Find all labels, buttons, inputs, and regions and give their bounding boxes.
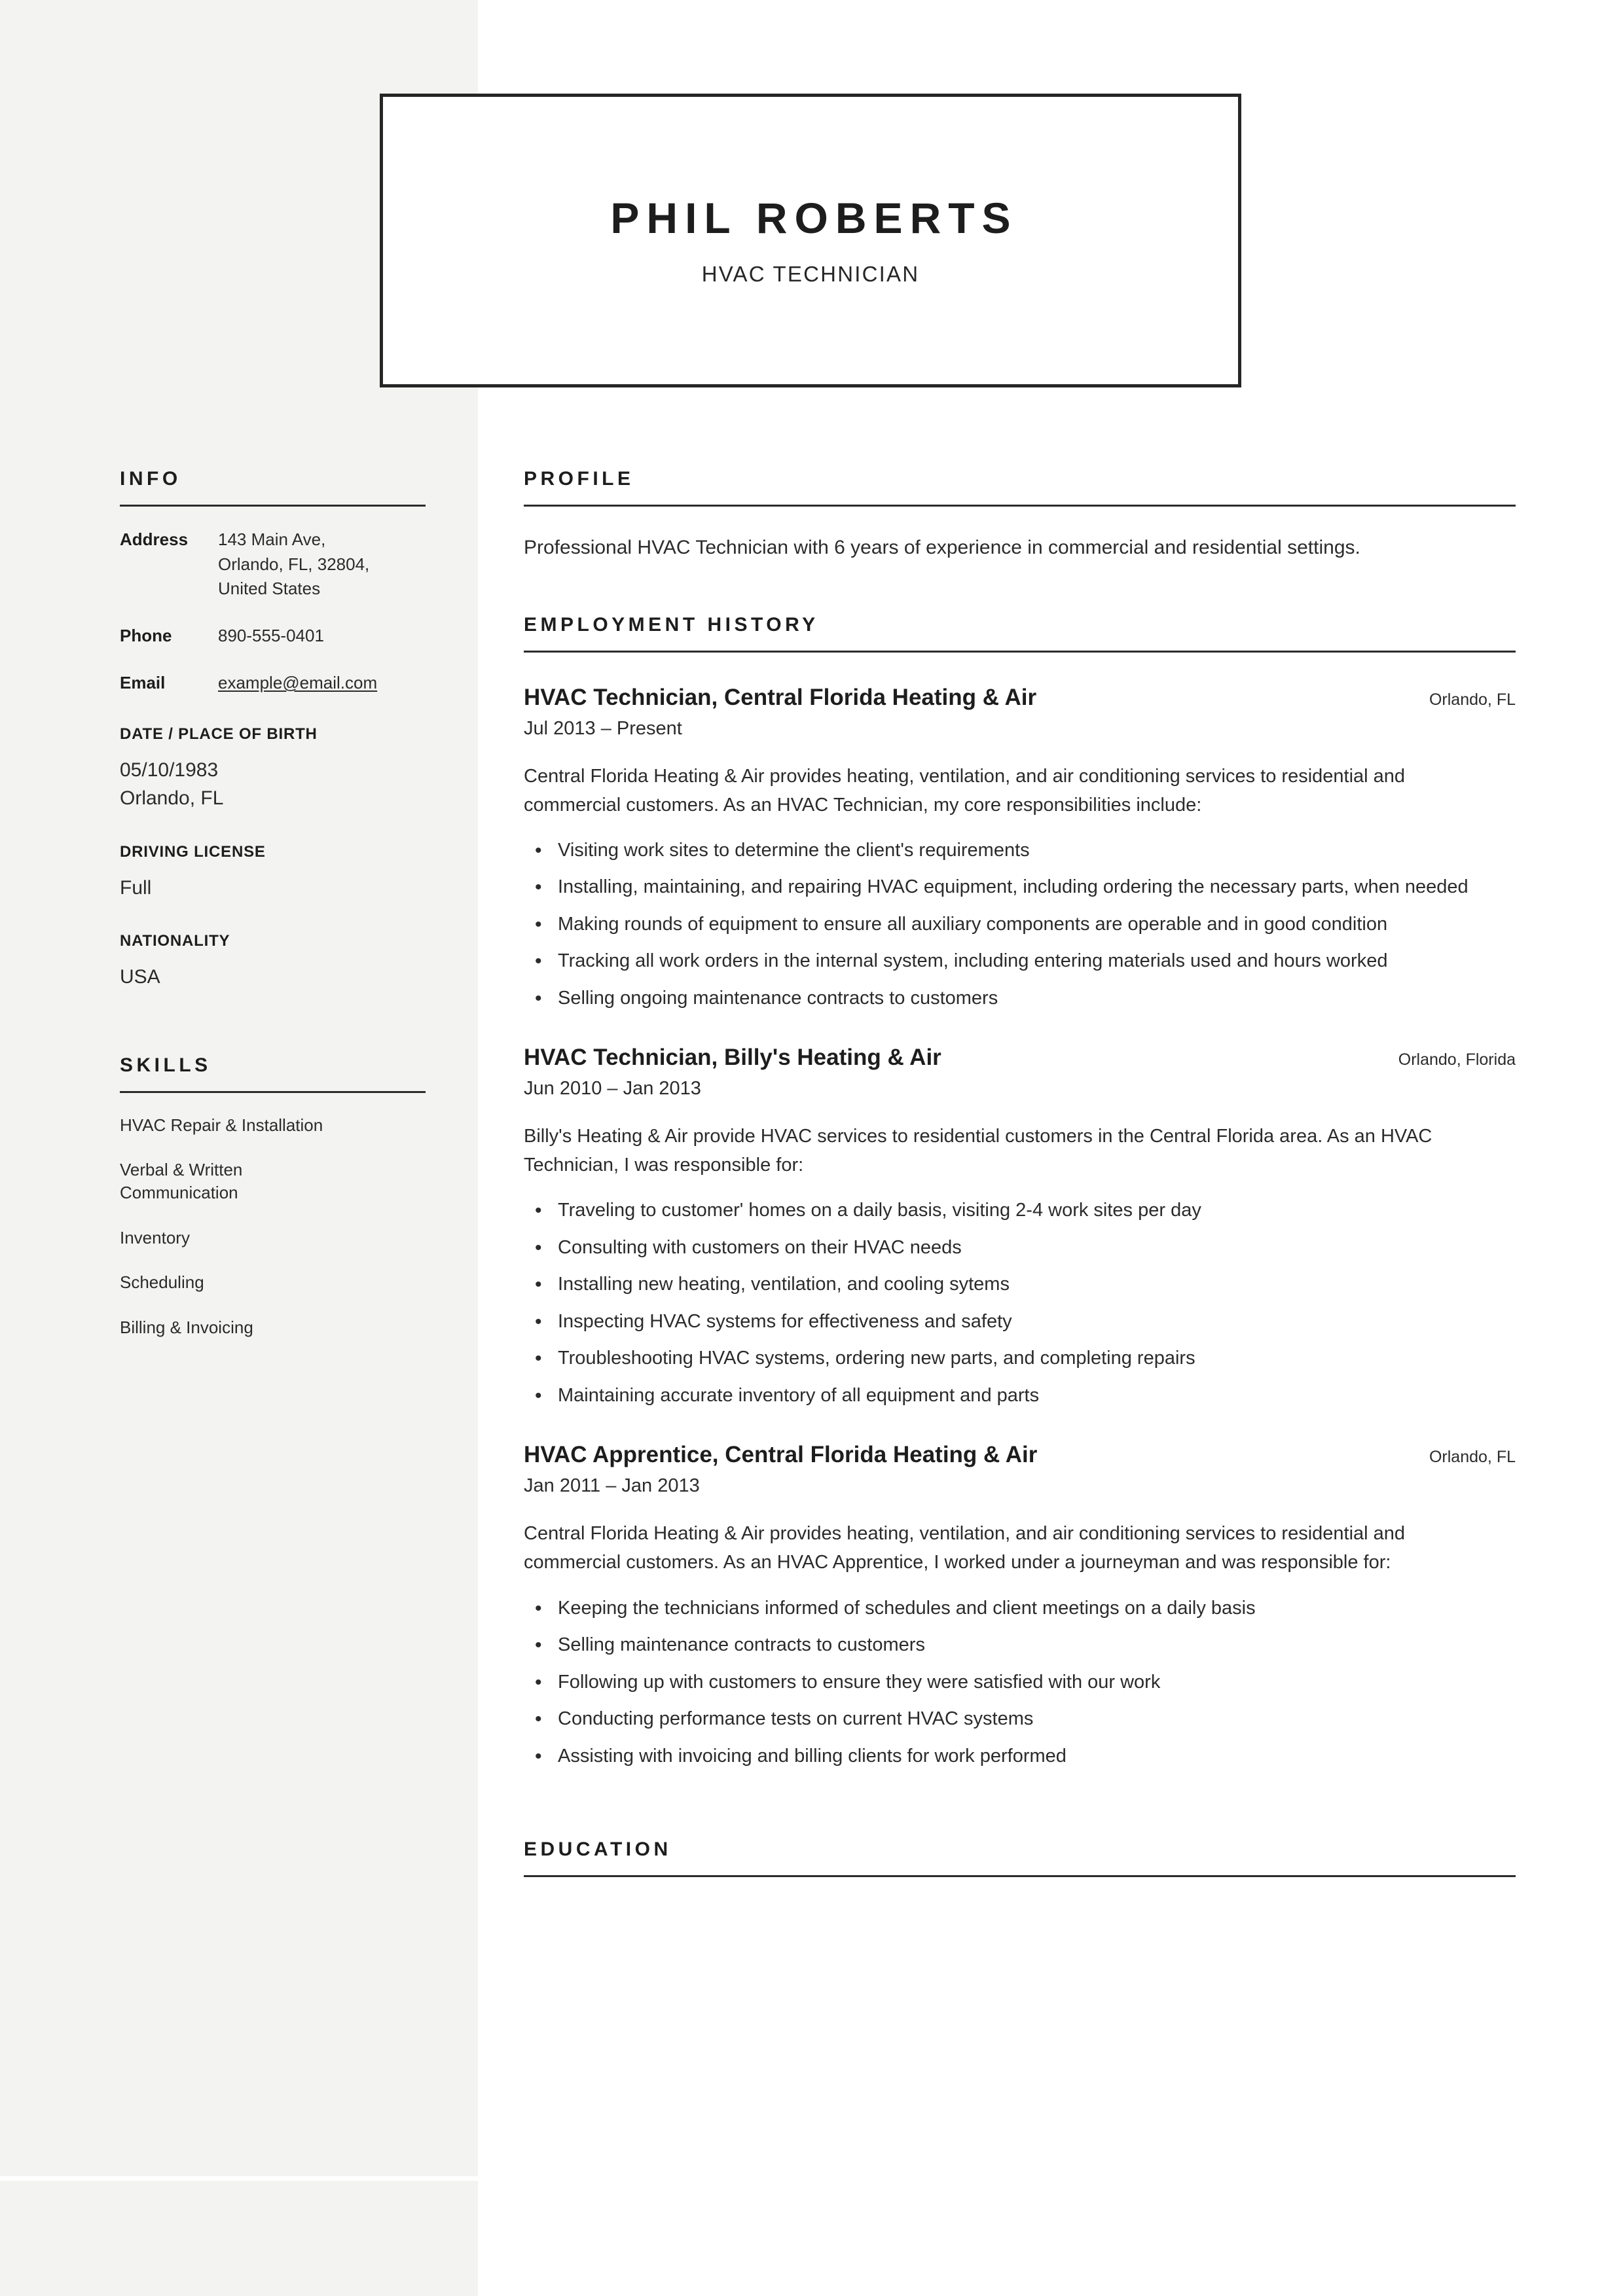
sidebar-divider-skills (120, 1091, 426, 1093)
list-item: • Following up with customers to ensure they were satisfied with our work (524, 1668, 1514, 1697)
list-item: • Making rounds of equipment to ensure all auxiliary components are operable and in good condition (524, 910, 1514, 939)
list-item: • Visiting work sites to determine the client's requirements (524, 836, 1514, 865)
list-item: Billing & Invoicing (120, 1317, 253, 1337)
page-title: PHIL ROBERTS (610, 194, 1018, 243)
address-line-2: Orlando, FL, 32804, (218, 554, 370, 574)
employment-location: Orlando, FL (1429, 690, 1516, 709)
address-line-1: 143 Main Ave, (218, 529, 326, 549)
list-item: • Traveling to customer' homes on a daily basis, visiting 2-4 work sites per day (524, 1196, 1514, 1225)
section-title-employment-history: EMPLOYMENT HISTORY (524, 613, 819, 636)
sidebar-section-title-info: INFO (120, 468, 181, 490)
list-item: • Inspecting HVAC systems for effectiveness and safety (524, 1308, 1514, 1336)
employment-entry-header (524, 1441, 1516, 1469)
info-value-nationality: USA (120, 966, 160, 988)
list-item: Verbal & Written Communication (120, 1160, 243, 1202)
info-label-email: Email (120, 672, 166, 692)
employment-role: HVAC Technician, Billy's Heating & Air (524, 1045, 941, 1071)
info-row-phone (120, 624, 428, 649)
employment-entry-header (524, 684, 1516, 711)
info-block-driving-license (120, 843, 428, 903)
list-item: • Consulting with customers on their HVAC needs (524, 1234, 1514, 1263)
info-value-date-place-of-birth (120, 757, 428, 812)
employment-bullet-list (524, 1196, 1516, 1410)
list-item: • Installing, maintaining, and repairing HVAC equipment, including ordering the necessary parts, when needed (524, 873, 1514, 902)
employment-location: Orlando, FL (1429, 1448, 1516, 1467)
employment-role: HVAC Technician, Central Florida Heating & Air (524, 684, 1037, 710)
employment-dates: Jun 2010 – Jan 2013 (524, 1078, 701, 1100)
info-label-address: Address (120, 529, 189, 549)
list-item: • Maintaining accurate inventory of all equipment and parts (524, 1382, 1514, 1410)
employment-location: Orlando, Florida (1398, 1050, 1516, 1069)
main-column (524, 468, 1516, 1877)
list-item: • Tracking all work orders in the internal system, including entering materials used and hours worked (524, 947, 1514, 976)
info-label-driving-license: DRIVING LICENSE (120, 842, 266, 861)
list-item: • Assisting with invoicing and billing clients for work performed (524, 1742, 1514, 1771)
birth-place: Orlando, FL (120, 787, 224, 810)
section-divider-profile (524, 505, 1516, 507)
employment-entry-header (524, 1044, 1516, 1071)
list-item: • Selling ongoing maintenance contracts to customers (524, 984, 1514, 1013)
employment-description: Central Florida Heating & Air provides heating, ventilation, and air conditioning services to residential and commercial customers. As an HVAC Apprentice, I worked under a journeyman and was responsible for: (524, 1523, 1406, 1573)
info-label-phone: Phone (120, 626, 172, 646)
info-label-nationality: NATIONALITY (120, 932, 230, 950)
employment-entry (524, 684, 1516, 1013)
section-divider-education (524, 1875, 1516, 1877)
info-value-address (218, 528, 369, 601)
section-title-profile: PROFILE (524, 468, 634, 490)
list-item: HVAC Repair & Installation (120, 1115, 323, 1135)
name-header-box (380, 94, 1241, 387)
employment-role: HVAC Apprentice, Central Florida Heating & Air (524, 1442, 1038, 1468)
email-link[interactable]: example@email.com (218, 672, 378, 692)
sidebar-divider-info (120, 505, 426, 507)
list-item: Scheduling (120, 1272, 204, 1293)
info-row-address (120, 528, 428, 601)
employment-entry (524, 1441, 1516, 1770)
info-row-email (120, 671, 428, 696)
sidebar-background-lower (0, 2181, 478, 2296)
employment-entry (524, 1044, 1516, 1410)
info-block-birth (120, 725, 428, 812)
header-job-title: HVAC TECHNICIAN (701, 261, 920, 286)
list-item: • Selling maintenance contracts to customers (524, 1631, 1514, 1660)
employment-description: Billy's Heating & Air provide HVAC services to residential customers in the Central Florida area. As an HVAC Technician, I was responsible for: (524, 1126, 1432, 1176)
info-value-phone: 890-555-0401 (218, 626, 324, 646)
section-title-education: EDUCATION (524, 1839, 672, 1861)
employment-dates: Jan 2011 – Jan 2013 (524, 1475, 700, 1497)
employment-description: Central Florida Heating & Air provides heating, ventilation, and air conditioning services to residential and commercial customers. As an HVAC Technician, my core responsibilities include: (524, 765, 1406, 816)
employment-bullet-list (524, 1594, 1516, 1771)
employment-dates: Jul 2013 – Present (524, 717, 682, 739)
profile-summary-text: Professional HVAC Technician with 6 years of experience in commercial and residential settings. (524, 537, 1360, 558)
list-item: • Installing new heating, ventilation, and cooling sytems (524, 1270, 1514, 1299)
list-item: • Keeping the technicians informed of schedules and client meetings on a daily basis (524, 1594, 1514, 1623)
info-value-email (218, 671, 377, 696)
sidebar-section-title-skills: SKILLS (120, 1054, 211, 1076)
birth-date: 05/10/1983 (120, 759, 219, 781)
list-item: Inventory (120, 1227, 190, 1247)
info-label-date-place-of-birth: DATE / PLACE OF BIRTH (120, 725, 318, 744)
section-divider-employment-history (524, 651, 1516, 653)
sidebar (120, 468, 428, 1361)
education-section (524, 1839, 1516, 1877)
list-item: • Conducting performance tests on current HVAC systems (524, 1705, 1514, 1734)
info-block-nationality (120, 932, 428, 992)
employment-bullet-list (524, 836, 1516, 1013)
address-line-3: United States (218, 579, 321, 599)
spacer (524, 563, 1516, 614)
info-value-driving-license: Full (120, 876, 152, 899)
list-item: • Troubleshooting HVAC systems, ordering new parts, and completing repairs (524, 1344, 1514, 1373)
